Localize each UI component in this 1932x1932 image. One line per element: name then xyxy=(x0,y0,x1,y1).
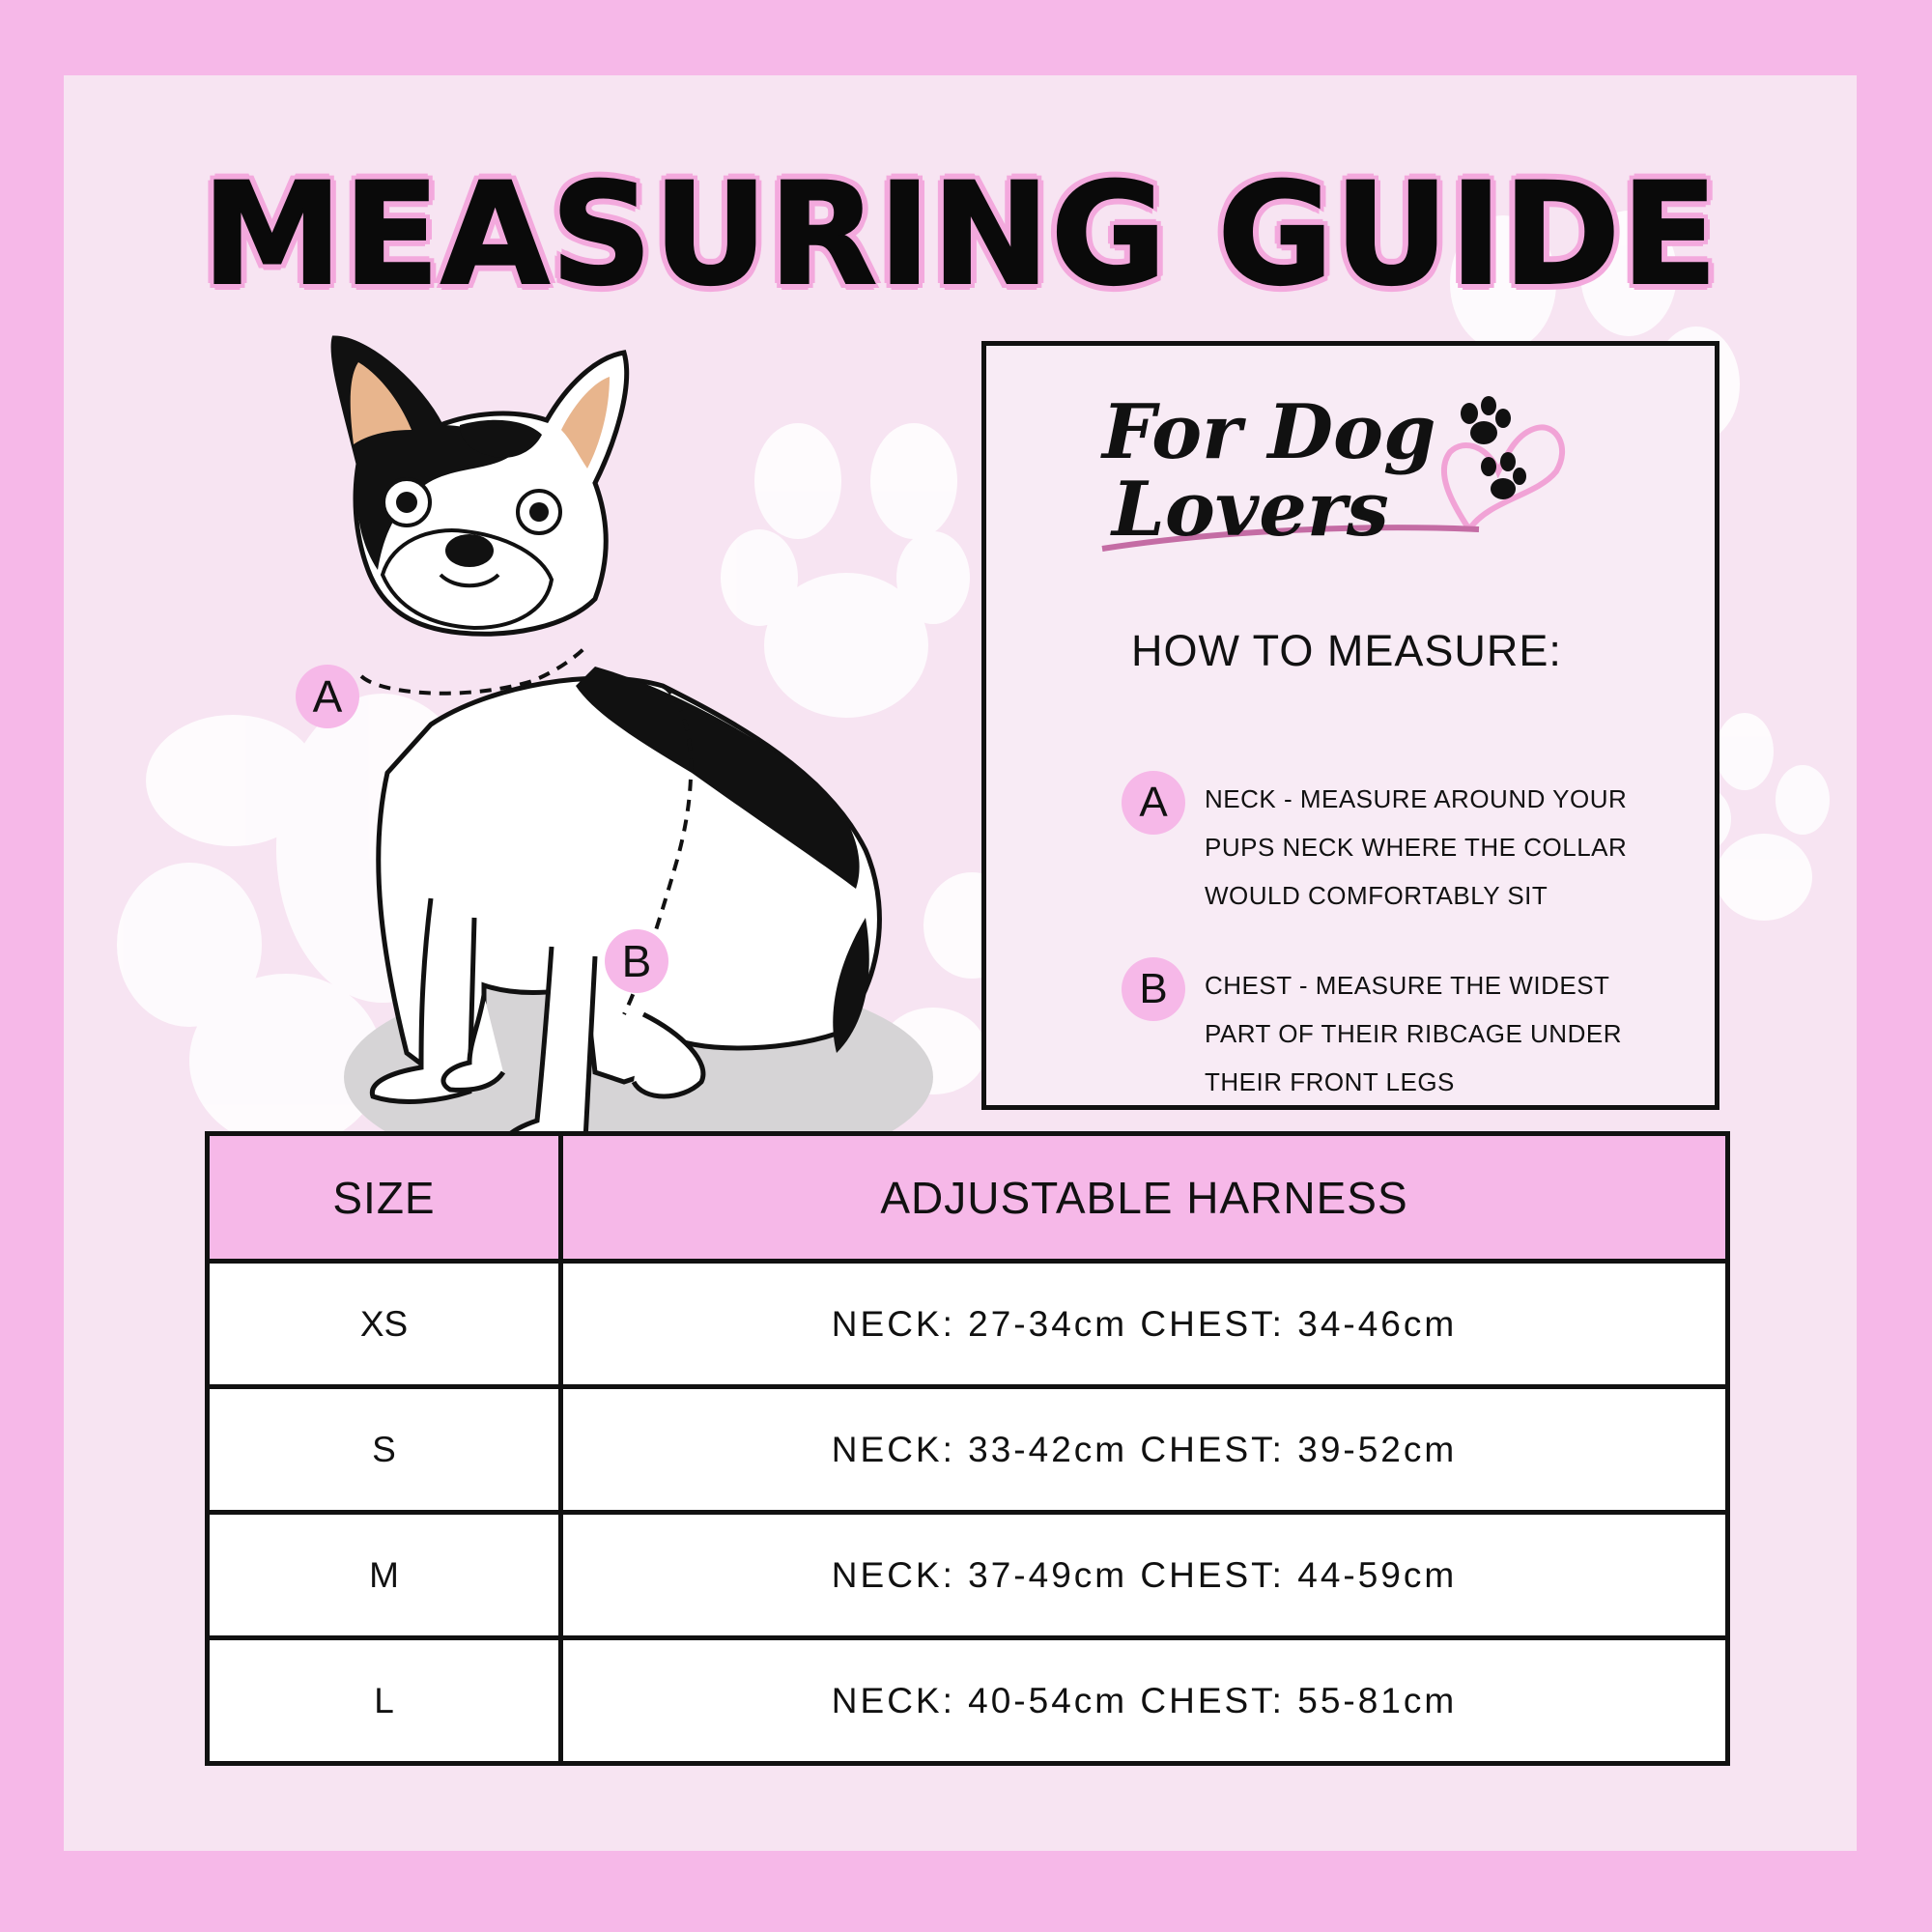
header-harness: ADJUSTABLE HARNESS xyxy=(561,1134,1728,1262)
size-cell: L xyxy=(208,1638,561,1764)
table-header-row xyxy=(208,1134,1728,1262)
size-cell: XS xyxy=(208,1262,561,1387)
marker-b: B xyxy=(605,929,668,993)
table-row xyxy=(208,1262,1728,1387)
step-badge: B xyxy=(1122,957,1185,1021)
page-title: MEASURING GUIDE xyxy=(202,153,1719,317)
header-size: SIZE xyxy=(208,1134,561,1262)
logo-line-2: Lovers xyxy=(1112,466,1389,554)
measurement-cell: NECK: 40-54cm CHEST: 55-81cm xyxy=(561,1638,1728,1764)
guide-frame xyxy=(64,75,1857,1851)
how-to-measure-heading: HOW TO MEASURE: xyxy=(1131,626,1562,675)
size-cell: M xyxy=(208,1513,561,1638)
size-cell: S xyxy=(208,1387,561,1513)
how-to-measure-panel xyxy=(981,341,1719,1110)
measurement-cell: NECK: 33-42cm CHEST: 39-52cm xyxy=(561,1387,1728,1513)
measurement-cell: NECK: 37-49cm CHEST: 44-59cm xyxy=(561,1513,1728,1638)
table-row xyxy=(208,1513,1728,1638)
measurement-cell: NECK: 27-34cm CHEST: 34-46cm xyxy=(561,1262,1728,1387)
table-row xyxy=(208,1387,1728,1513)
table-row xyxy=(208,1638,1728,1764)
french-bulldog-illustration xyxy=(276,319,972,1188)
logo-line-1: For Dog xyxy=(1102,388,1436,476)
step-text: NECK - MEASURE AROUND YOUR PUPS NECK WHERE THE COLLAR WOULD COMFORTABLY SIT xyxy=(1205,784,1628,910)
brand-logo xyxy=(1083,384,1624,558)
step-text: CHEST - MEASURE THE WIDEST PART OF THEIR RIBCAGE UNDER THEIR FRONT LEGS xyxy=(1205,971,1622,1096)
step-badge: A xyxy=(1122,771,1185,835)
size-table xyxy=(205,1131,1730,1766)
marker-a: A xyxy=(296,665,359,728)
